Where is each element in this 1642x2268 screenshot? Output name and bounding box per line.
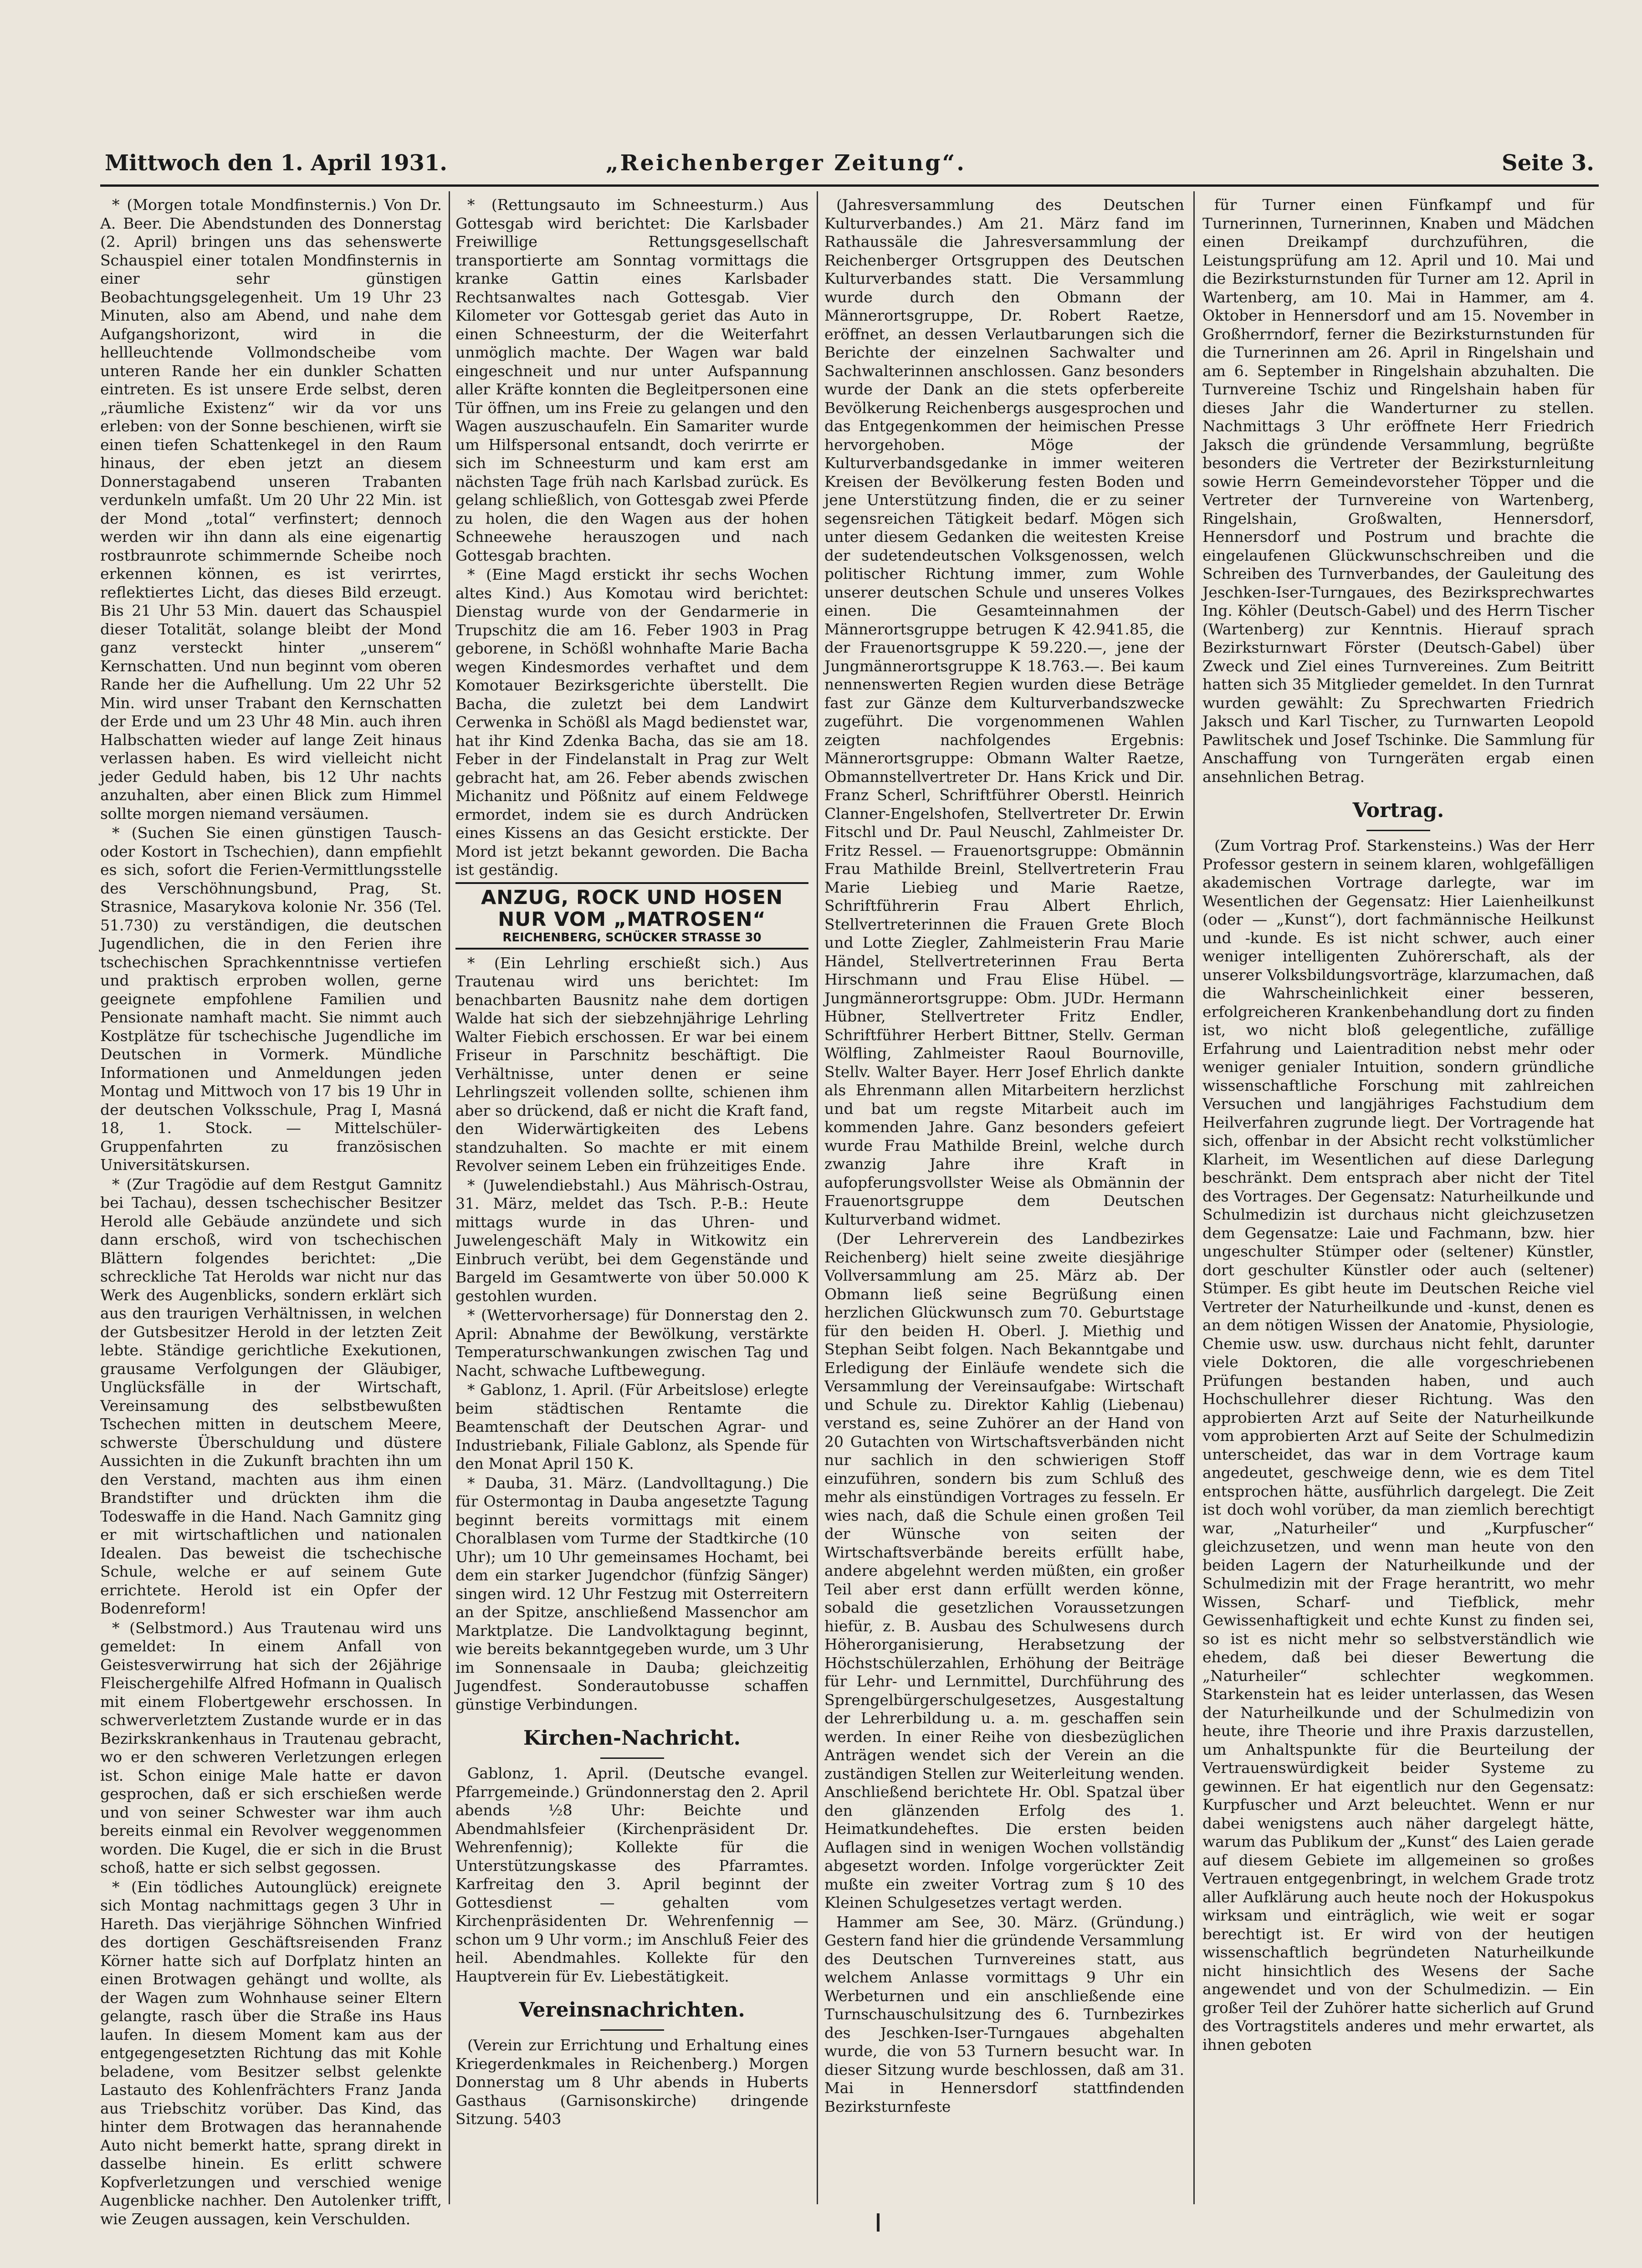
article-kulturverband: (Jahresversammlung des Deutschen Kulturverbandes.) Am 21. März fand im Rathaussäle die Jahresversammlung der Reichenberger Ortsgruppen des Deutschen Kulturverbandes statt. Die Versammlung wurde durch den Obmann der Männerortsgruppe, Dr. Robert Raetze, eröffnet, an dessen Verlautbarungen sich die Berichte der einzelnen Sachwalter und Sachwalterinnen anschlossen. Ganz besonders wurde der Dank an die stets opferbereite Bevölkerung Reichenbergs ausgesprochen und das Entgegenkommen der heimischen Presse hervorgehoben. Möge der Kulturverbandsgedanke in immer weiteren Kreisen der Bevölkerung festen Boden und jene Unterstützung finden, die er zu seiner segensreichen Tätigkeit bedarf. Mögen sich unter diesem Gedanken die weitesten Kreise der sudetendeutschen Volksgenossen, welch politischer Richtung immer, zum Wohle unserer deutschen Schule und unseres Volkes einen. Die Gesamteinnahmen der Männerortsgruppe betrugen K 42.941.85, die der Frauenortsgruppe K 59.220.—, jene der Jungmännerortsgruppe K 18.763.—. Bei kaum nennenswerten Regien wurden diese Beträge fast zur Gänze dem Kulturverbandszwecke zugeführt. Die vorgenommenen Wahlen zeigten nachfolgendes Ergebnis: Männerortsgruppe: Obmann Walter Raetze, Obmannstellvertreter Dr. Hans Krick und Dir. Franz Scherl, Schriftführer Oberstl. Heinrich Clanner-Engelshofen, Stellvertreter Dr. Erwin Fitschl und Dr. Paul Neuschl, Zahlmeister Dr. Fritz Ressel. — Frauenortsgruppe: Obmännin Frau Mathilde Breinl, Stellvertreterin Frau Marie Liebieg und Marie Raetze, Schriftführerin Frau Albert Ehrlich, Stellvertreterinnen die Frauen Grete Bloch und Lotte Ziegler, Zahlmeisterin Frau Marie Händel, Stellvertreterinnen Frau Berta Hirschmann und Frau Elise Hübel. — Jungmännerortsgruppe: Obm. JUDr. Hermann Hübner, Stellvertreter Fritz Endler, Schriftführer Herbert Bittner, Stellv. German Wölfling, Zahlmeister Raoul Bournoville, Stellv. Walter Bayer. Herr Josef Ehrlich dankte als Ehrenmann allen Mitarbeitern herzlichst und bat um regste Mitarbeit auch im kommenden Jahre. Ganz besonders gefeiert wurde Frau Mathilde Breinl, welche durch zwanzig Jahre ihre Kraft in aufopferungsvollster Weise als Obmännin der Frauenortsgruppe dem Deutschen Kulturverband widmet. <box>824 196 1184 1228</box>
section-rule <box>1366 830 1430 831</box>
column-divider <box>449 191 450 2204</box>
article-turnverein-fortsetzung: für Turner einen Fünfkampf und für Turnerinnen, Turnerinnen, Knaben und Mädchen einen Dreikampf durchzuführen, die Leistungsprüfung am 12. April und 10. Mai und die Bezirksturnstunden für Turner am 12. April in Wartenberg, am 10. Mai in Hammer, am 4. Oktober in Hennersdorf und am 15. November in Großherrndorf, ferner die Bezirksturnstunden für die Turnerinnen am 26. April in Ringelshain und am 6. September in Ringelshain abzuhalten. Die Turnvereine Tschiz und Ringelshain haben für dieses Jahr die Wanderturner zu stellen. Nachmittags 3 Uhr eröffnete Herr Friedrich Jaksch die gründende Versammlung, begrüßte besonders die Vertreter der Bezirksturnleitung sowie Herrn Gemeindevorsteher Töpper und die Vertreter der Turnvereine von Wartenberg, Ringelshain, Großwalten, Hennersdorf, Hennersdorf und Postrum und brachte die eingelaufenen Glückwunschschreiben und die Schreiben des Turnverbandes, der Gauleitung des Jeschken-Iser-Turngaues, des Bezirksprechwartes Ing. Köhler (Deutsch-Gabel) und des Herrn Tischer (Wartenberg) zur Kenntnis. Hierauf sprach Bezirksturnwart Förster (Deutsch-Gabel) über Zweck und Ziel eines Turnvereines. Zum Beitritt hatten sich 35 Mitglieder gemeldet. In den Turnrat wurden gewählt: Zu Sprechwarten Friedrich Jaksch und Karl Tischer, zu Turnwarten Leopold Pawlitschek und Josef Tschinke. Die Sammlung für Anschaffung von Turngeräten ergab einen ansehnlichen Betrag. <box>1202 196 1594 786</box>
article-magd: * (Eine Magd erstickt ihr sechs Wochen altes Kind.) Aus Komotau wird berichtet: Dienstag wurde von der Gendarmerie in Trupschitz die am 16. Feber 1903 in Prag geborene, in Schößl wohnhafte Marie Bacha wegen Kindesmordes verhaftet und dem Komotauer Bezirksgerichte überstellt. Die Bacha, die zuletzt bei dem Landwirt Cerwenka in Schößl als Magd bedienstet war, hat ihr Kind Zdenka Bacha, das sie am 18. Feber in der Findelanstalt in Prag zur Welt gebracht hat, am 26. Feber abends zwischen Michanitz und Pößnitz auf einem Feldwege ermordet, indem sie es durch Andrücken eines Kissens an das Gesicht erstickte. Der Mord ist jetzt bekannt geworden. Die Bacha ist geständig. <box>455 566 808 879</box>
article-hammer-am-see: Hammer am See, 30. März. (Gründung.) Gestern fand hier die gründende Versammlung des Deutschen Turnvereines statt, aus welchem Anlasse vormittags 9 Uhr ein Werbeturnen und ein anschließende eine Turnschauschulsitzung des 6. Turnbezirkes des Jeschken-Iser-Turngaues abgehalten wurde, die von 53 Turnern besucht war. In dieser Sitzung wurde beschlossen, daß am 31. Mai in Hennersdorf stattfindenden Bezirksturnfeste <box>824 1913 1184 2115</box>
header-rule <box>100 184 1599 187</box>
header-date: Mittwoch den 1. April 1931. <box>105 150 447 176</box>
section-heading-vereinsnachrichten: Vereinsnachrichten. <box>519 1998 745 2022</box>
article-rettungsauto: * (Rettungsauto im Schneesturm.) Aus Gottesgab wird berichtet: Die Karlsbader Freiwillige Rettungsgesellschaft transportierte am Sonntag vormittags die kranke Gattin eines Karlsbader Rechtsanwaltes nach Gottesgab. Vier Kilometer vor Gottesgab geriet das Auto in einen Schneesturm, der die Weiterfahrt unmöglich machte. Der Wagen war bald eingeschneit und nur unter Aufspannung aller Kräfte konnten die Begleitpersonen eine Tür öffnen, um ins Freie zu gelangen und den Wagen auszuschaufeln. Ein Samariter wurde um Hilfspersonal entsandt, doch verirrte er sich im Schneesturm und kam erst am nächsten Tage früh nach Karlsbad zurück. Es gelang schließlich, von Gottesgab zwei Pferde zu holen, die den Wagen aus der hohen Schneewehe herauszogen und nach Gottesgab brachten. <box>455 196 808 564</box>
article-selbstmord: * (Selbstmord.) Aus Trautenau wird uns gemeldet: In einem Anfall von Geistesverwirrung hat sich der 26jährige Fleischergehilfe Alfred Hofmann in Qualisch mit einem Flobertgewehr erschossen. In schwerverletztem Zustande wurde er in das Bezirkskrankenhaus in Trautenau gebracht, wo er den schweren Verletzungen erlegen ist. Schon einige Male hatte er davon gesprochen, daß er sich erschießen werde und von seiner Schwester war ihm auch bereits einmal ein Revolver weggenommen worden. Die Kugel, die er sich in die Brust schoß, hatte er sich selbst gegossen. <box>100 1619 442 1876</box>
article-kriegerdenkmal: (Verein zur Errichtung und Erhaltung eines Kriegerdenkmales in Reichenberg.) Morgen Donnerstag um 8 Uhr abends in Huberts Gasthaus (Garnisonskirche) dringende Sitzung. 5403 <box>455 2036 808 2128</box>
article-autounglueck: * (Ein tödliches Autounglück) ereignete sich Montag nachmittags gegen 3 Uhr in Hareth. Das vierjährige Söhnchen Winfried des dortigen Geschäftsreisenden Franz Körner hatte sich auf Dorfplatz hinten an einen Brotwagen gehängt und wollte, als der Wagen zum Wohnhause seiner Eltern gelangte, rasch über die Straße ins Haus laufen. In diesem Moment kam aus der entgegengesetzten Richtung das mit Kohle beladene, vom Besitzer selbst gelenkte Lastauto des Kohlenfrächters Franz Janda aus Triebschitz vorüber. Das Kind, das hinter dem Brotwagen das herannahende Auto nicht bemerkt hatte, sprang direkt in dasselbe hinein. Es erlitt schwere Kopfverletzungen und verschied wenige Augenblicke nachher. Den Autolenker trifft, wie Zeugen aussagen, kein Verschulden. <box>100 1878 442 2228</box>
article-dauba-landvolktagung: * Dauba, 31. März. (Landvolltagung.) Die für Ostermontag in Dauba angesetzte Tagung beginnt bereits vormittags mit einem Choralblasen vom Turme der Stadtkirche (10 Uhr); um 10 Uhr gemeinsames Hochamt, bei dem ein starker Jugendchor (fünfzig Sänger) singen wird. 12 Uhr Festzug mit Osterreitern an der Spitze, anschließend Massenchor am Marktplatze. Die Landvolktagung beginnt, wie bereits bekanntgegeben wurde, um 3 Uhr im Sonnensaale in Dauba; gleichzeitig Jugendfest. Sonderautobusse schaffen günstige Verbindungen. <box>455 1474 808 1713</box>
column-2 <box>455 196 808 2191</box>
article-gablonz-arbeitslose: * Gablonz, 1. April. (Für Arbeitslose) erlegte beim städtischen Rentamte die Beamtenschaft der Deutschen Agrar- und Industriebank, Filiale Gablonz, als Spende für den Monat April 150 K. <box>455 1381 808 1472</box>
ad-address: REICHENBERG, SCHÜCKER STRASSE 30 <box>502 930 762 945</box>
article-mondfinsternis: * (Morgen totale Mondfinsternis.) Von Dr. A. Beer. Die Abendstunden des Donnerstag (2. April) bringen uns das sehenswerte Schauspiel einer totalen Mondfinsternis in einer sehr günstigen Beobachtungsgelegenheit. Um 19 Uhr 23 Minuten, also am Abend, und nahe dem Aufgangshorizont, wird in die hellleuchtende Vollmondscheibe vom unteren Rande her ein dunkler Schatten eintreten. Es ist unsere Erde selbst, deren „räumliche Existenz“ wir da vor uns erleben: von der Sonne beschienen, wirft sie einen tiefen Schattenkegel in den Raum hinaus, der eben jetzt an diesem Donnerstagabend unseren Trabanten verdunkeln umfaßt. Um 20 Uhr 22 Min. ist der Mond „total“ verfinstert; dennoch werden wir ihn dann als eine eigenartig rostbraunrote schimmernde Scheibe noch erkennen können, es ist verirrtes, reflektiertes Licht, das dieses Bild erzeugt. Bis 21 Uhr 53 Min. dauert das Schauspiel dieser Totalität, solange bleibt der Mond ganz versteckt hinter „unserem“ Kernschatten. Und nun beginnt vom oberen Rande her die Aufhellung. Um 22 Uhr 52 Min. wird unser Trabant den Kernschatten der Erde und um 23 Uhr 48 Min. auch ihren Halbschatten wieder auf lange Zeit hinaus verlassen haben. Es wird vielleicht nicht jeder Geduld haben, bis 12 Uhr nachts anzuhalten, aber einen Blick zum Himmel sollte morgen niemand versäumen. <box>100 196 442 822</box>
column-1 <box>100 196 442 2228</box>
article-vortrag-starkenstein: (Zum Vortrag Prof. Starkensteins.) Was der Herr Professor gestern in seinem klaren, wohlgefälligen akademischen Vortrage darlegte, war im Wesentlichen der Gegensatz: Hier Laienheilkunst (oder — „Kunst“), dort fachmännische Heilkunst und -kunde. Es ist nicht schwer, auch einer weniger intelligenten Zuhörerschaft, als der unserer Volksbildungsvorträge, klarzumachen, daß die Wahrscheinlichkeit einer besseren, erfolgreicheren Krankenbehandlung dort zu finden ist, wo nicht bloß gelegentliche, zufällige Erfahrung und Laientradition nebst mehr oder weniger genialer Intuition, sondern gründliche wissenschaftliche Forschung mit zahlreichen Versuchen und langjähriges Fachstudium dem Heilverfahren zugrunde liegt. Der Vortragende hat sich, offenbar in der Absicht recht volkstümlicher Klarheit, im Wesentlichen auf diese Darlegung beschränkt. Dem entsprach aber nicht der Titel des Vortrages. Der Gegensatz: Naturheilkunde und Schulmedizin ist durchaus nicht gleichzusetzen dem Gegensatze: Laie und Fachmann, bzw. hier ungeschulter Stümper oder (seltener) Künstler, dort geschulter Künstler oder auch (seltener) Stümper. Es gibt heute im Deutschen Reiche viel Vertreter der Naturheilkunde und -kunst, denen es an dem nötigen Wissen der Anatomie, Physiologie, Chemie usw. usw. durchaus nicht fehlt, darunter viele Doktoren, die alle vorgeschriebenen Prüfungen bestanden haben, und auch Hochschullehrer dieser Richtung. Was den approbierten Arzt auf Seite der Naturheilkunde vom approbierten Arzt auf Seite der Schulmedizin unterscheidet, das war in dem Vortrage kaum angedeutet, geschweige denn, wie es dem Titel entsprochen hätte, ausführlich dargelegt. Die Zeit ist doch wohl vorüber, da man ziemlich berechtigt war, „Naturheiler“ und „Kurpfuscher“ gleichzusetzen, und wenn man heute von den beiden Lagern der Naturheilkunde und der Schulmedizin mit der Frage herantritt, wo mehr Wissen, Scharf- und Tiefblick, mehr Gewissenhaftigkeit und echte Kunst zu finden sei, so ist es nicht mehr so selbstverständlich wie ehedem, daß bei dieser Bewertung die „Naturheiler“ schlechter wegkommen. Starkenstein hat es leider unterlassen, das Wesen der Naturheilkunde und der Schulmedizin von heute, ihre Theorie und ihre Praxis darzustellen, um Anhaltspunkte für die Beurteilung der Vertrauenswürdigkeit beider Systeme zu gewinnen. Er hat eigentlich nur den Gegensatz: Kurpfuscher und Arzt beleuchtet. Wenn er nur dabei wenigstens auch näher dargelegt hätte, warum das Publikum der „Kunst“ des Laien gerade auf diesem Gebiete im allgemeinen so großes Vertrauen entgegenbringt, in welchem Grade trotz aller Aufklärung auch heute noch der Hokuspokus wirksam und einträglich, wie weit er sogar berechtigt ist. Er wird von der heutigen wissenschaftlich begründeten Naturheilkunde nicht hinsichtlich des Wesens der Sache angewendet und von der Schulmedizin. — Ein großer Teil der Zuhörer hatte sicherlich auf Grund des Vortragstitels anderes und mehr erwartet, als ihnen geboten <box>1202 837 1594 2053</box>
page-header <box>105 150 1594 182</box>
column-3 <box>824 196 1184 2191</box>
article-kirchen-gablonz: Gablonz, 1. April. (Deutsche evangel. Pfarrgemeinde.) Gründonnerstag den 2. April abends ½8 Uhr: Beichte und Abendmahlsfeier (Kirchenpräsident Dr. Wehrenfennig); Kollekte für die Unterstützungskasse des Pfarramtes. Karfreitag den 3. April beginnt der Gottesdienst — gehalten vom Kirchenpräsidenten Dr. Wehrenfennig — schon um 9 Uhr vorm.; im Anschluß Feier des heil. Abendmahles. Kollekte für den Hauptverein für Ev. Liebestätigkeit. <box>455 1764 808 1985</box>
article-juwelendiebstahl: * (Juwelendiebstahl.) Aus Mährisch-Ostrau, 31. März, meldet das Tsch. P.-B.: Heute mittags wurde in das Uhren- und Juwelengeschäft Maly in Witkowitz ein Einbruch verübt, bei dem Gegenstände und Bargeld im Gesamtwerte von über 50.000 K gestohlen wurden. <box>455 1176 808 1305</box>
article-lehrling: * (Ein Lehrling erschießt sich.) Aus Trautenau wird uns berichtet: Im benachbarten Bausnitz nahe dem dortigen Walde hat sich der siebzehnjährige Lehrling Walter Fiebich erschossen. Er war bei einem Friseur in Parschnitz beschäftigt. Die Verhältnisse, unter denen er seine Lehrlingszeit vollenden sollte, schienen ihm aber so drückend, daß er nicht die Kraft fand, den Widerwärtigkeiten des Lebens standzuhalten. So machte er mit einem Revolver seinem Leben ein frühzeitiges Ende. <box>455 954 808 1175</box>
advertisement-matrosen <box>455 882 808 950</box>
section-rule <box>600 2029 664 2031</box>
section-heading-kirchen: Kirchen-Nachricht. <box>523 1727 741 1750</box>
column-divider <box>1193 191 1195 2204</box>
column-divider <box>817 191 818 2204</box>
print-mark <box>877 2213 880 2232</box>
section-heading-vortrag: Vortrag. <box>1352 799 1444 822</box>
header-newspaper-title: „Reichenberger Zeitung“. <box>606 150 966 176</box>
column-4 <box>1202 196 1594 2191</box>
article-lehrerverein: (Der Lehrerverein des Landbezirkes Reichenberg) hielt seine zweite diesjährige Vollversammlung am 25. März ab. Der Obmann ließ seine Begrüßung einen herzlichen Glückwunsch zum 70. Geburtstage für den beiden H. Oberl. J. Miethig und Stephan Seibt folgen. Nach Bekanntgabe und Erledigung der Einläufe wendete sich die Versammlung der Vereinsaufgabe: Wirtschaft und Schule zu. Direktor Kahlig (Liebenau) verstand es, seine Zuhörer an der Hand von 20 Gutachten von Wirtschaftsverbänden nicht nur sachlich in den schwierigen Stoff einzuführen, sondern bis zum Schluß des mehr als einstündigen Vortrages zu fesseln. Er wies nach, daß die Schule einen großen Teil der Wünsche von seiten der Wirtschaftsverbände bereits erfüllt habe, andere abgelehnt werden müßten, ein großer Teil aber erst dann erfüllt werden könne, sobald die gesetzlichen Voraussetzungen hiefür, z. B. Ausbau des Schulwesens durch Höherorganisierung, Herabsetzung der Höchstschülerzahlen, Erhöhung der Beiträge für Lehr- und Lernmittel, Durchführung des Sprengelbürgerschulgesetzes, Ausgestaltung der Lehrerbildung u. a. m. geschaffen sein werden. In einer Reihe von diesbezüglichen Anträgen wendet sich der Verein an die zuständigen Stellen zur Weiterleitung wenden. Anschließend berichtete Hr. Obl. Spatzal über den glänzenden Erfolg des 1. Heimatkundeheftes. Die ersten beiden Auflagen sind in wenigen Wochen vollständig abgesetzt worden. Infolge vorgerückter Zeit mußte ein zweiter Vortrag zum § 10 des Kleinen Schulgesetzes vertagt werden. <box>824 1230 1184 1911</box>
header-page-number: Seite 3. <box>1502 150 1594 176</box>
article-ferien-vermittlung: * (Suchen Sie einen günstigen Tausch- oder Kostort in Tschechien), dann empfiehlt es sich, sofort die Ferien-Vermittlungsstelle des Verschöhnungsbund, Prag, St. Strasnice, Masarykova kolonie Nr. 356 (Tel. 51.730) zu verständigen, die deutschen Jugendlichen, die in den Ferien ihre tschechischen Sprachkenntnisse vertiefen und praktisch erproben wollen, gerne geeignete empfohlene Familien und Pensionate namhaft macht. Sie nimmt auch Kostplätze für tschechische Jugendliche im Deutschen in Vormerk. Mündliche Informationen und Anmeldungen jeden Montag und Mittwoch von 17 bis 19 Uhr in der deutschen Volksschule, Prag I, Masná 18, 1. Stock. — Mittelschüler-Gruppenfahrten zu französischen Universitätskursen. <box>100 824 442 1174</box>
section-rule <box>600 1757 664 1759</box>
article-tragoedie-gamnitz: * (Zur Tragödie auf dem Restgut Gamnitz bei Tachau), dessen tschechischer Besitzer Herold alle Gebäude anzündete und sich dann erschoß, wird von tschechischen Blättern folgendes berichtet: „Die schreckliche Tat Herolds war nicht nur das Werk des Augenblicks, sondern erklärt sich aus den traurigen Verhältnissen, in welchen der Gutsbesitzer Herold in der letzten Zeit lebte. Ständige gerichtliche Exekutionen, grausame Verfolgungen der Gläubiger, Unglücksfälle in der Wirtschaft, Vereinsamung des selbstbewußten Tschechen mitten in deutschem Meere, schwerste Überschuldung und düstere Aussichten in die Zukunft brachten ihn um den Verstand, machten aus ihm einen Brandstifter und drückten ihm die Todeswaffe in die Hand. Nach Gamnitz ging er mit wirtschaftlichen und nationalen Idealen. Das beweist die tschechische Schule, welche er auf seinem Gute errichtete. Herold ist ein Opfer der Bodenreform! <box>100 1175 442 1617</box>
article-wettervorhersage: * (Wettervorhersage) für Donnerstag den 2. April: Abnahme der Bewölkung, verstärkte Temperaturschwankungen zwischen Tag und Nacht, schwache Luftbewegung. <box>455 1306 808 1379</box>
ad-headline: ANZUG, ROCK UND HOSEN NUR VOM „MATROSEN“ <box>481 886 783 931</box>
